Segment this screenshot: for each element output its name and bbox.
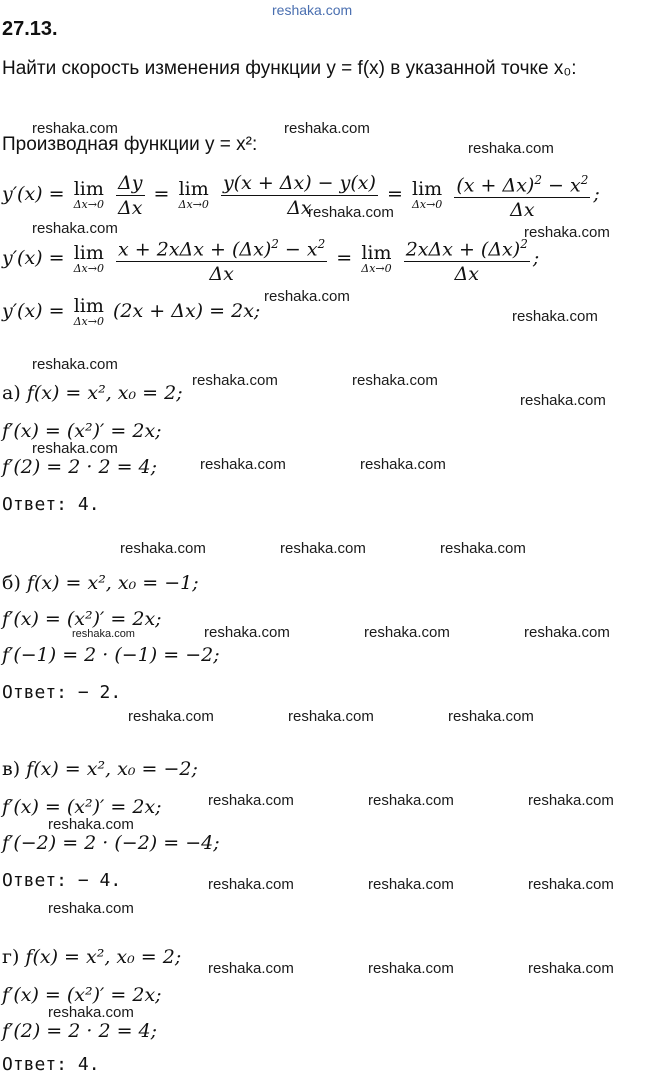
watermark: reshaka.com (32, 356, 118, 373)
part-a-value: f′(2) = 2 · 2 = 4; (2, 456, 158, 478)
watermark: reshaka.com (368, 960, 454, 977)
problem-number: 27.13. (2, 18, 58, 40)
watermark: reshaka.com (368, 792, 454, 809)
watermark: reshaka.com (440, 540, 526, 557)
watermark: reshaka.com (280, 540, 366, 557)
part-c-condition: в) f(x) = x², x₀ = −2; (2, 758, 198, 780)
watermark: reshaka.com (528, 876, 614, 893)
watermark: reshaka.com (32, 120, 118, 137)
part-b-derivative: f′(x) = (x²)′ = 2x; (2, 608, 162, 630)
watermark: reshaka.com (208, 792, 294, 809)
watermark: reshaka.com (32, 440, 118, 457)
watermark: reshaka.com (524, 624, 610, 641)
watermark: reshaka.com (120, 540, 206, 557)
part-a-condition: а) f(x) = x², x₀ = 2; (2, 382, 183, 404)
watermark: reshaka.com (208, 960, 294, 977)
part-d-answer: Ответ: 4. (2, 1054, 100, 1075)
watermark: reshaka.com (308, 204, 394, 221)
part-a-derivative: f′(x) = (x²)′ = 2x; (2, 420, 162, 442)
watermark: reshaka.com (48, 816, 134, 833)
part-d-derivative: f′(x) = (x²)′ = 2x; (2, 984, 162, 1006)
part-c-value: f′(−2) = 2 · (−2) = −4; (2, 832, 220, 854)
watermark: reshaka.com (528, 960, 614, 977)
watermark: reshaka.com (284, 120, 370, 137)
part-d-condition: г) f(x) = x², x₀ = 2; (2, 946, 182, 968)
derivation-line-2: y′(x) = lim Δx→0 $\frac{x + 2x\Delta x + (\Delta x)^2 - x^2}{\Delta x}$ = lim Δx→0 $\frac{2x\Delta x + (\Delta x)^2}{\Delta x}$ ; (2, 232, 539, 286)
part-a-answer: Ответ: 4. (2, 494, 100, 515)
watermark: reshaka.com (208, 876, 294, 893)
watermark: reshaka.com (448, 708, 534, 725)
watermark: reshaka.com (48, 900, 134, 917)
watermark: reshaka.com (200, 456, 286, 473)
watermark: reshaka.com (360, 456, 446, 473)
watermark: reshaka.com (128, 708, 214, 725)
derivative-heading: Производная функции y = x²: (2, 134, 258, 155)
watermark: reshaka.com (72, 628, 135, 640)
watermark: reshaka.com (192, 372, 278, 389)
watermark: reshaka.com (524, 224, 610, 241)
watermark: reshaka.com (520, 392, 606, 409)
part-d-value: f′(2) = 2 · 2 = 4; (2, 1020, 158, 1042)
watermark: reshaka.com (264, 288, 350, 305)
derivation-line-3: y′(x) = lim Δx→0 (2x + Δx) = 2x; (2, 295, 261, 328)
watermark: reshaka.com (368, 876, 454, 893)
part-c-answer: Ответ: − 4. (2, 870, 122, 891)
part-b-value: f′(−1) = 2 · (−1) = −2; (2, 644, 220, 666)
watermark: reshaka.com (204, 624, 290, 641)
derivation-line-1: y′(x) = lim Δx→0 $\frac{\Delta y}{\Delta x}$ = lim Δx→0 $\frac{y(x + \Delta x) - y(x)}{\Delta x}$ = lim Δx→0 $\frac{(x + \Delta x)^2 - x^2}{\Delta x}$ ; (2, 168, 600, 222)
watermark: reshaka.com (364, 624, 450, 641)
part-b-condition: б) f(x) = x², x₀ = −1; (2, 572, 199, 594)
part-c-derivative: f′(x) = (x²)′ = 2x; (2, 796, 162, 818)
watermark: reshaka.com (48, 1004, 134, 1021)
watermark: reshaka.com (528, 792, 614, 809)
watermark: reshaka.com (512, 308, 598, 325)
task-text: Найти скорость изменения функции y = f(x) в указанной точке x₀: (2, 58, 577, 79)
watermark-top: reshaka.com (272, 2, 353, 18)
watermark: reshaka.com (352, 372, 438, 389)
watermark: reshaka.com (288, 708, 374, 725)
watermark: reshaka.com (468, 140, 554, 157)
watermark: reshaka.com (32, 220, 118, 237)
part-b-answer: Ответ: − 2. (2, 682, 122, 703)
